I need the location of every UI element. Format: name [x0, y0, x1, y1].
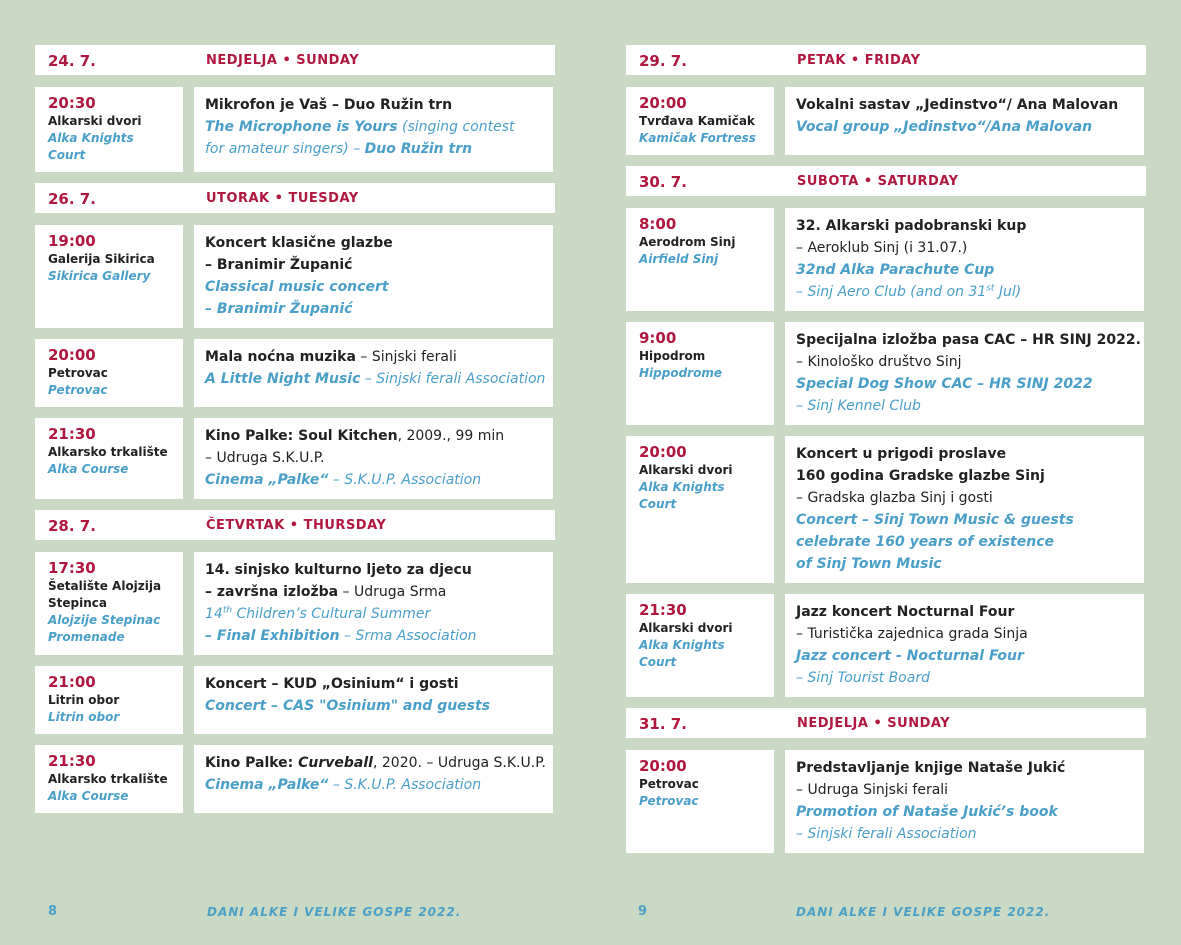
day-header — [35, 183, 555, 213]
event-venue: Petrovac — [48, 366, 108, 380]
event-time: 21:30 — [639, 601, 687, 619]
event-line — [205, 603, 543, 625]
day-name: NEDJELJA • SUNDAY — [797, 716, 951, 731]
event-text: Koncert – KUD „Osinium“ i gosti — [205, 676, 459, 692]
footer-title: DANI ALKE I VELIKE GOSPE 2022. — [207, 905, 462, 919]
event-time-venue — [626, 322, 774, 425]
event-line — [796, 281, 1134, 303]
event-venue: Šetalište Alojzija Stepinca — [48, 579, 162, 610]
event-description — [785, 87, 1144, 155]
event-line — [796, 823, 1134, 845]
event-description — [194, 418, 553, 499]
event-venue: Alkarsko trkalište — [48, 445, 168, 459]
event-line — [205, 368, 546, 390]
event-venue: Galerija Sikirica — [48, 252, 155, 266]
event-text: , 2020. – Udruga S.K.U.P. — [372, 755, 546, 771]
event-line — [796, 116, 1134, 138]
event-venue: Tvrđava Kamičak — [639, 114, 755, 128]
event-line — [796, 645, 1134, 667]
event-line — [205, 298, 543, 320]
event-time-venue — [35, 339, 183, 407]
event-venue-en: Alka Course — [48, 462, 129, 476]
event-venue-en: Petrovac — [639, 794, 699, 808]
event-time: 17:30 — [48, 559, 96, 577]
event-text: A Little Night Music — [205, 371, 361, 387]
event-row — [626, 208, 1146, 311]
event-text: Mala noćna muzika — [205, 349, 356, 365]
event-venue-en: Alka Course — [48, 789, 129, 803]
event-time-venue — [35, 666, 183, 734]
event-text: of Sinj Town Music — [796, 556, 942, 572]
event-description — [785, 436, 1144, 583]
event-text: – Udruga Srma — [338, 584, 447, 600]
event-text: Predstavljanje knjige Nataše Jukić — [796, 760, 1066, 776]
event-line — [205, 116, 543, 138]
event-time: 21:30 — [48, 425, 96, 443]
event-description — [785, 322, 1144, 425]
event-text: Jul) — [994, 284, 1022, 300]
day-name: ČETVRTAK • THURSDAY — [206, 518, 387, 533]
event-row — [35, 745, 555, 813]
event-venue-en: Court — [639, 497, 677, 511]
left-page — [35, 45, 555, 824]
event-row — [35, 225, 555, 328]
event-text: – Turistička zajednica grada Sinja — [796, 626, 1028, 642]
event-line — [205, 425, 543, 447]
event-text: Cinema „Palke“ — [205, 472, 329, 488]
footer-title: DANI ALKE I VELIKE GOSPE 2022. — [796, 905, 1051, 919]
event-line — [205, 469, 543, 491]
event-venue-en: Alka Knights — [639, 638, 725, 652]
event-text: celebrate 160 years of existence — [796, 534, 1054, 550]
event-description — [194, 552, 553, 655]
event-line — [205, 695, 543, 717]
event-line — [205, 581, 543, 603]
event-time: 8:00 — [639, 215, 677, 233]
event-line — [796, 237, 1134, 259]
event-text: – Final Exhibition — [205, 628, 340, 644]
event-text: – Kinološko društvo Sinj — [796, 354, 962, 370]
event-line — [796, 395, 1134, 417]
event-line — [796, 553, 1134, 575]
event-venue-en: Kamičak Fortress — [639, 131, 756, 145]
event-line — [205, 254, 543, 276]
event-text: Special Dog Show CAC – HR SINJ 2022 — [796, 376, 1093, 392]
event-text: th — [222, 605, 233, 616]
event-line — [796, 443, 1134, 465]
event-text: Classical music concert — [205, 279, 389, 295]
event-text: – Branimir Županić — [205, 301, 353, 317]
event-description — [194, 745, 553, 813]
event-description — [785, 750, 1144, 853]
event-description — [194, 339, 553, 407]
event-text: – Udruga Sinjski ferali — [796, 782, 949, 798]
event-row — [35, 87, 555, 172]
event-time: 20:00 — [639, 443, 687, 461]
event-text: – Sinj Tourist Board — [796, 670, 930, 686]
event-line — [796, 94, 1134, 116]
event-text: – Aeroklub Sinj (i 31.07.) — [796, 240, 968, 256]
event-line — [796, 801, 1134, 823]
event-time-venue — [35, 87, 183, 172]
event-venue-en: Hippodrome — [639, 366, 722, 380]
day-header — [35, 45, 555, 75]
event-line — [205, 276, 543, 298]
event-text: Concert – Sinj Town Music & guests — [796, 512, 1074, 528]
event-text: 32nd Alka Parachute Cup — [796, 262, 995, 278]
event-description — [194, 87, 553, 172]
event-description — [194, 666, 553, 734]
event-line — [205, 232, 543, 254]
event-row — [626, 594, 1146, 697]
event-text: st — [986, 283, 995, 294]
event-time: 19:00 — [48, 232, 96, 250]
event-text: Kino Palke: Soul Kitchen — [205, 428, 398, 444]
event-line — [205, 774, 543, 796]
page-number: 9 — [638, 904, 648, 919]
event-row — [35, 552, 555, 655]
event-text: – S.K.U.P. Association — [328, 777, 482, 793]
event-venue-en: Alka Knights — [48, 131, 134, 145]
event-text: – završna izložba — [205, 584, 339, 600]
event-text: – Sinjski ferali Association — [360, 371, 546, 387]
event-text: – Sinj Aero Club (and on 31 — [796, 284, 987, 300]
event-venue-en: Court — [639, 655, 677, 669]
event-text: The Microphone is Yours — [205, 119, 398, 135]
event-text: Cinema „Palke“ — [205, 777, 329, 793]
event-venue-en: Sikirica Gallery — [48, 269, 151, 283]
event-description — [785, 208, 1144, 311]
event-time: 21:30 — [48, 752, 96, 770]
event-text: Specijalna izložba pasa CAC – HR SINJ 2022. — [796, 332, 1141, 348]
day-name: SUBOTA • SATURDAY — [797, 174, 959, 189]
event-line — [205, 559, 543, 581]
event-line — [205, 752, 546, 774]
event-time-venue — [35, 225, 183, 328]
right-page — [626, 45, 1146, 864]
event-line — [796, 373, 1134, 395]
event-time: 20:00 — [48, 346, 96, 364]
event-text: Jazz koncert Nocturnal Four — [796, 604, 1015, 620]
event-text: 14. sinjsko kulturno ljeto za djecu — [205, 562, 472, 578]
day-header — [626, 708, 1146, 738]
event-time-venue — [626, 436, 774, 583]
event-line — [796, 757, 1134, 779]
event-line — [205, 346, 543, 368]
event-time-venue — [35, 418, 183, 499]
event-time-venue — [35, 745, 183, 813]
event-text: Kino Palke: — [205, 755, 299, 771]
event-line — [796, 531, 1134, 553]
event-line — [205, 447, 543, 469]
event-text: Jazz concert - Nocturnal Four — [796, 648, 1024, 664]
event-venue: Alkarski dvori — [639, 463, 733, 477]
day-date: 26. 7. — [48, 190, 96, 208]
event-row — [626, 322, 1146, 425]
event-line — [796, 779, 1134, 801]
event-venue: Alkarski dvori — [639, 621, 733, 635]
day-date: 29. 7. — [639, 52, 687, 70]
event-row — [35, 418, 555, 499]
event-text: Curveball — [298, 755, 373, 771]
event-text: Koncert klasične glazbe — [205, 235, 393, 251]
event-description — [194, 225, 553, 328]
event-text: – Srma Association — [339, 628, 477, 644]
event-description — [785, 594, 1144, 697]
event-line — [205, 673, 543, 695]
day-header — [35, 510, 555, 540]
event-line — [796, 601, 1134, 623]
event-venue: Alkarsko trkalište — [48, 772, 168, 786]
event-text: (singing contest — [397, 119, 515, 135]
event-line — [796, 329, 1141, 351]
event-text: – Sinj Kennel Club — [796, 398, 921, 414]
event-text: – Branimir Županić — [205, 257, 353, 273]
day-header — [626, 166, 1146, 196]
event-venue: Aerodrom Sinj — [639, 235, 736, 249]
event-text: Concert – CAS "Osinium" and guests — [205, 698, 491, 714]
event-venue-en: Litrin obor — [48, 710, 120, 724]
event-line — [796, 465, 1134, 487]
event-time: 9:00 — [639, 329, 677, 347]
day-date: 31. 7. — [639, 715, 687, 733]
day-date: 28. 7. — [48, 517, 96, 535]
event-line — [796, 509, 1134, 531]
event-row — [626, 750, 1146, 853]
event-text: Koncert u prigodi proslave — [796, 446, 1007, 462]
event-time: 20:00 — [639, 94, 687, 112]
event-text: – Sinjski ferali — [355, 349, 457, 365]
event-text: Promotion of Nataše Jukić’s book — [796, 804, 1058, 820]
event-line — [796, 215, 1134, 237]
event-venue: Litrin obor — [48, 693, 120, 707]
page-number: 8 — [48, 904, 58, 919]
event-text: for amateur singers) – — [205, 141, 365, 157]
event-venue-en: Airfield Sinj — [639, 252, 719, 266]
event-text: – Sinjski ferali Association — [796, 826, 977, 842]
event-text: Vocal group „Jedinstvo“/Ana Malovan — [796, 119, 1093, 135]
event-row — [626, 436, 1146, 583]
event-line — [205, 94, 543, 116]
day-name: NEDJELJA • SUNDAY — [206, 53, 360, 68]
event-text: – Gradska glazba Sinj i gosti — [796, 490, 993, 506]
event-venue: Alkarski dvori — [48, 114, 142, 128]
event-venue-en: Alka Knights — [639, 480, 725, 494]
event-text: , 2009., 99 min — [397, 428, 505, 444]
event-venue-en: Petrovac — [48, 383, 108, 397]
event-line — [796, 623, 1134, 645]
event-venue-en: Court — [48, 148, 86, 162]
event-text: 32. Alkarski padobranski kup — [796, 218, 1027, 234]
day-date: 30. 7. — [639, 173, 687, 191]
day-name: PETAK • FRIDAY — [797, 53, 921, 68]
event-time-venue — [626, 594, 774, 697]
event-text: – S.K.U.P. Association — [328, 472, 482, 488]
event-venue: Hipodrom — [639, 349, 706, 363]
event-time-venue — [626, 750, 774, 853]
event-text: – Udruga S.K.U.P. — [205, 450, 325, 466]
event-time-venue — [35, 552, 183, 655]
event-line — [796, 667, 1134, 689]
event-text: Mikrofon je Vaš – Duo Ružin trn — [205, 97, 453, 113]
event-text: Children’s Cultural Summer — [232, 606, 431, 622]
day-name: UTORAK • TUESDAY — [206, 191, 359, 206]
event-venue-en: Promenade — [48, 630, 125, 644]
day-header — [626, 45, 1146, 75]
day-date: 24. 7. — [48, 52, 96, 70]
event-row — [35, 339, 555, 407]
event-text: Vokalni sastav „Jedinstvo“/ Ana Malovan — [796, 97, 1119, 113]
event-venue: Petrovac — [639, 777, 699, 791]
event-row — [626, 87, 1146, 155]
event-time-venue — [626, 87, 774, 155]
event-line — [205, 138, 543, 160]
event-time: 21:00 — [48, 673, 96, 691]
event-time: 20:30 — [48, 94, 96, 112]
event-line — [205, 625, 543, 647]
event-text: Duo Ružin trn — [364, 141, 473, 157]
event-text: 14 — [205, 606, 223, 622]
event-time-venue — [626, 208, 774, 311]
event-line — [796, 351, 1134, 373]
event-time: 20:00 — [639, 757, 687, 775]
event-venue-en: Alojzije Stepinac — [48, 613, 161, 627]
event-line — [796, 259, 1134, 281]
event-text: 160 godina Gradske glazbe Sinj — [796, 468, 1045, 484]
event-line — [796, 487, 1134, 509]
event-row — [35, 666, 555, 734]
